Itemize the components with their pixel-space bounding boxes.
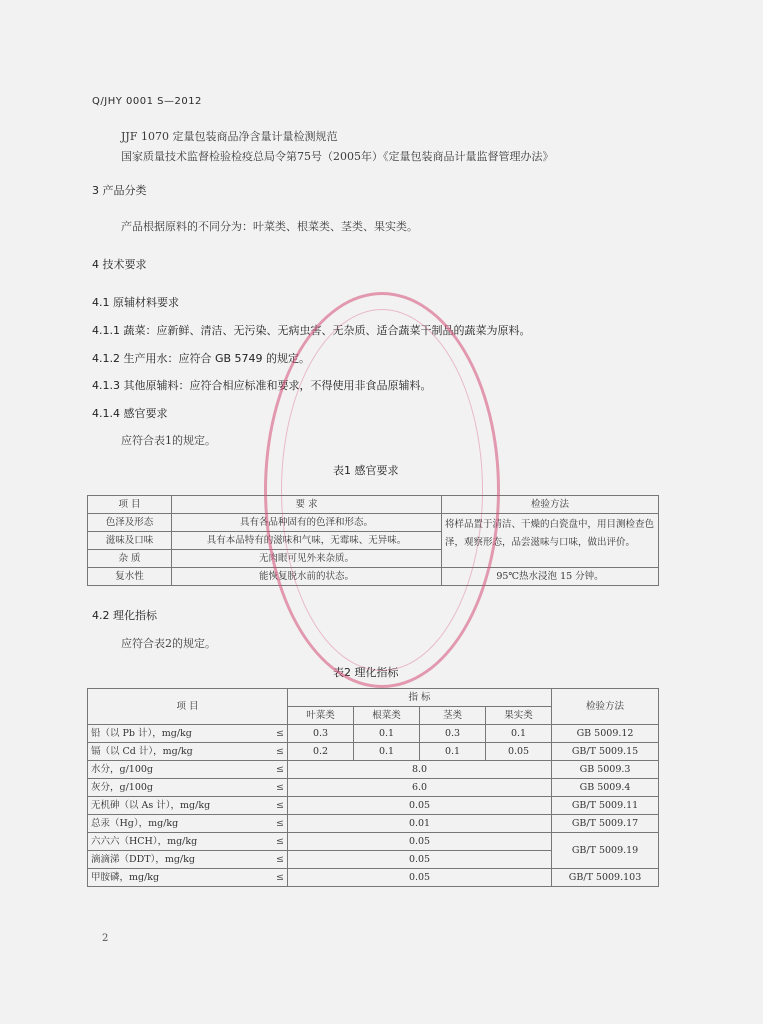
table2-subheader-leafy: 叶菜类 [288,707,354,725]
table-row [88,779,659,797]
reference-order75: 国家质量技术监督检验检疫总局令第75号（2005年）《定量包装商品计量监督管理办法》 [121,150,554,163]
table-cell: 0.1 [354,725,420,743]
section-4-title: 4 技术要求 [92,258,147,271]
table-cell: 复水性 [88,568,172,586]
table-cell: 0.1 [354,743,420,761]
table-cell: 8.0 [288,761,552,779]
section-4-1-title: 4.1 原辅材料要求 [92,296,179,309]
table-cell: 95℃热水浸泡 15 分钟。 [442,568,659,586]
table-cell: 0.1 [486,725,552,743]
table2-physicochemical [87,688,659,887]
table-row [88,689,659,707]
section-3-text: 产品根据原料的不同分为：叶菜类、根菜类、茎类、果实类。 [121,220,418,233]
table1-sensory [87,495,659,586]
table-cell: 0.05 [486,743,552,761]
table-cell-item: 水分，g/100g ≤ [88,761,288,779]
table1-header-method: 检验方法 [442,496,659,514]
table-row [88,743,659,761]
table-cell: 0.01 [288,815,552,833]
section-4-2-text: 应符合表2的规定。 [121,637,216,650]
table-row [88,869,659,887]
table1-method-merged: 将样品置于清洁、干燥的白瓷盘中，用目测检查色泽，观察形态，品尝滋味与口味，做出评价。 [442,514,659,568]
table-cell-item: 六六六（HCH），mg/kg ≤ [88,833,288,851]
table-cell-item: 灰分，g/100g ≤ [88,779,288,797]
table-cell: 具有各品种固有的色泽和形态。 [172,514,442,532]
table2-subheader-root: 根菜类 [354,707,420,725]
table-cell: GB/T 5009.103 [552,869,659,887]
section-4-1-3: 4.1.3 其他原辅料：应符合相应标准和要求，不得使用非食品原辅料。 [92,379,432,392]
table2-subheader-stem: 茎类 [420,707,486,725]
table-cell: GB/T 5009.17 [552,815,659,833]
table-cell: 能恢复脱水前的状态。 [172,568,442,586]
table-cell: 0.1 [420,743,486,761]
table-cell: GB 5009.12 [552,725,659,743]
section-4-1-1: 4.1.1 蔬菜：应新鲜、清洁、无污染、无病虫害、无杂质、适合蔬菜干制品的蔬菜为原料。 [92,324,531,337]
table-cell-item: 总汞（Hg），mg/kg ≤ [88,815,288,833]
table2-header-item: 项 目 [88,689,288,725]
table-cell-item: 甲胺磷，mg/kg ≤ [88,869,288,887]
table1-header-item: 项 目 [88,496,172,514]
table-cell-item: 铅（以 Pb 计），mg/kg ≤ [88,725,288,743]
table-row [88,568,659,586]
table-cell: 色泽及形态 [88,514,172,532]
section-4-1-4-text: 应符合表1的规定。 [121,434,216,447]
table-cell: 无肉眼可见外来杂质。 [172,550,442,568]
table-cell: 0.05 [288,833,552,851]
table-cell: 0.3 [420,725,486,743]
table-row [88,496,659,514]
reference-jjf1070: JJF 1070 定量包装商品净含量计量检测规范 [121,130,338,143]
table-cell: 杂 质 [88,550,172,568]
table-row [88,761,659,779]
table-cell: 0.05 [288,851,552,869]
table-cell: 滋味及口味 [88,532,172,550]
table-cell: 6.0 [288,779,552,797]
section-4-2-title: 4.2 理化指标 [92,609,157,622]
table-cell: 0.3 [288,725,354,743]
table1-caption: 表1 感官要求 [333,464,399,477]
table-cell: GB/T 5009.15 [552,743,659,761]
table-cell-item: 无机砷（以 As 计），mg/kg ≤ [88,797,288,815]
table2-header-index: 指 标 [288,689,552,707]
page-number: 2 [102,933,109,944]
table1-header-requirement: 要 求 [172,496,442,514]
seal-inner-ring [281,309,483,671]
section-4-1-2: 4.1.2 生产用水：应符合 GB 5749 的规定。 [92,352,311,365]
table-cell: 具有本品特有的滋味和气味，无霉味、无异味。 [172,532,442,550]
table2-header-method: 检验方法 [552,689,659,725]
table-cell: 0.05 [288,797,552,815]
table-cell-item: 滴滴涕（DDT），mg/kg ≤ [88,851,288,869]
table-row [88,815,659,833]
section-3-title: 3 产品分类 [92,184,147,197]
table2-subheader-fruit: 果实类 [486,707,552,725]
table-row [88,514,659,532]
table-cell: GB 5009.3 [552,761,659,779]
standard-code: Q/JHY 0001 S—2012 [92,96,202,107]
table2-caption: 表2 理化指标 [333,666,399,679]
table-row [88,833,659,851]
section-4-1-4: 4.1.4 感官要求 [92,407,168,420]
table-cell: 0.2 [288,743,354,761]
table-row [88,797,659,815]
table-row [88,725,659,743]
table-cell: GB/T 5009.11 [552,797,659,815]
table-cell-item: 镉（以 Cd 计），mg/kg ≤ [88,743,288,761]
table-cell: GB 5009.4 [552,779,659,797]
table-cell: GB/T 5009.19 [552,833,659,869]
table-cell: 0.05 [288,869,552,887]
